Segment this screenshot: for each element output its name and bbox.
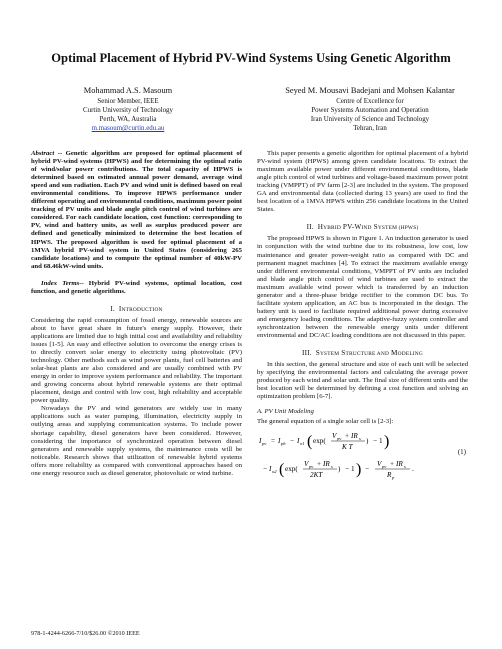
svg-text:V: V: [377, 460, 382, 469]
abstract-lead: Abstract: [31, 150, 55, 157]
solar-cell-equation: [257, 429, 447, 485]
svg-text:pv: pv: [262, 441, 267, 447]
section-rest: YSTEM: [319, 351, 340, 358]
svg-text:exp(: exp(: [285, 465, 298, 474]
paper-title: Optimal Placement of Hybrid PV-Wind Systems Using Genetic Algorithm: [51, 51, 451, 65]
section-initial: S: [315, 349, 320, 358]
svg-text:−: −: [290, 437, 295, 446]
svg-text:I: I: [269, 465, 272, 474]
author-dept-line2: Power Systems Automation and Operation: [311, 106, 429, 114]
svg-text:1: 1: [351, 465, 355, 474]
svg-text:−: −: [345, 465, 350, 474]
author-affiliation: Curtin University of Technology: [83, 106, 173, 114]
index-terms: [31, 280, 242, 296]
svg-text:I: I: [259, 437, 262, 446]
paragraph: The general equation of a single solar cell is [2-3]:: [257, 418, 394, 426]
svg-text:ph: ph: [281, 441, 286, 447]
section-number: II.: [306, 223, 314, 232]
svg-text:−: −: [263, 465, 268, 474]
svg-text:p: p: [392, 475, 395, 481]
author-email-link[interactable]: m.masoum@curtin.edu.au: [91, 125, 165, 133]
svg-text:IR: IR: [396, 460, 403, 469]
svg-text:o2: o2: [272, 469, 277, 475]
section-rest: IND: [361, 225, 372, 232]
left-column: [31, 150, 242, 478]
svg-text:): ): [366, 437, 369, 446]
right-column: [257, 150, 468, 485]
author-location: Perth, WA, Australia: [99, 115, 157, 123]
svg-text:): ): [384, 433, 390, 451]
svg-text:+: +: [390, 460, 395, 469]
svg-text:1: 1: [379, 437, 383, 446]
author-block-left: [28, 86, 228, 133]
abstract-text: -- Genetic algorithm are proposed for optimal placement of hybrid PV-wind systems (HPWS) and for determining the optimal ratio of wind/solar power contributions. The total capacity of HPWS is determined based on estimated annual power demand, average wind speed and sun radiation. Each PV and wind unit is defined based on real environmental conditions. To improve HPWS performance under different operating and environmental conditions, maximum power point tracking of PV units and blade angle pitch control of wind turbines are considered. For each candidate location, cost function: corresponding to PV, wind and battery units, as well as surplus produced power are defined and genetically minimized to determine the best location of HPWS. The proposed algorithm is used for optimal placement of a 1MVA hybrid PV-wind system in United States (considering 265 candidate locations) and to compute the optimal number of 40kW-PV and 68.46kW-wind units.: [31, 150, 242, 270]
section-rest: ODELING: [397, 351, 423, 358]
section-heading-structure: [257, 349, 468, 358]
svg-text:.: .: [412, 465, 414, 474]
svg-text:exp(: exp(: [313, 437, 326, 446]
abstract: [31, 150, 242, 271]
author-name: Mohammad A.S. Masoum: [83, 86, 173, 95]
copyright-footer: 978-1-4244-6266-7/10/$26.00 ©2010 IEEE: [31, 630, 140, 637]
author-dept: Centre of Excellence for: [336, 97, 404, 105]
svg-text:−: −: [373, 437, 378, 446]
section-initial: H: [317, 223, 324, 232]
index-terms-lead: Index Terms: [41, 279, 80, 287]
paragraph: In this section, the general structure and size of each unit will be selected by specifying the environmental factors and calculating the average power produced by each wind and solar unit. The final size of different units and the best location will be determined by defining a cost function and solving an optimization problem [6-7].: [257, 361, 468, 401]
paragraph: This paper presents a genetic algorithm for optimal placement of a hybrid PV-wind system (HPWS) among given candidate locations. To extract the maximum available power under different environmental conditions, blade angle pitch control of wind turbines and voltage-based maximum power point tracking (VMPPT) of PV farm [2-3] are included in the system. The proposed GA and environmental data (collected during 13 years) are used to find the best location of a 1MVA HPWS within 256 candidate locations in the United States.: [257, 150, 468, 214]
author-location: Tehran, Iran: [353, 125, 387, 133]
svg-text:IR: IR: [323, 460, 330, 469]
subsection-heading-pv: A. PV Unit Modeling: [257, 408, 314, 416]
author-names: Seyed M. Mousavi Badejani and Mohsen Kalantar: [285, 86, 455, 95]
index-terms-text: -- Hybrid PV-wind systems, optimal location, cost function, and genetic algorithms.: [31, 279, 242, 295]
svg-text:s: s: [331, 464, 333, 470]
section-rest: YSTEM (HPWS): [377, 225, 419, 232]
svg-text:pv: pv: [337, 436, 342, 442]
svg-text:=: =: [271, 437, 276, 446]
svg-text:V: V: [304, 460, 309, 469]
equation-number: (1): [457, 448, 466, 457]
section-rest: NTRODUCTION: [121, 306, 163, 313]
section-number: I.: [110, 304, 115, 313]
section-heading-hpws: [257, 223, 468, 232]
svg-text:(: (: [307, 433, 313, 451]
paragraph: Nowadays the PV and wind generators are widely use in many applications such as water pumping, illumination, electricity supply in outlying areas and supplying communication systems. To include power shortage capability, diesel generators have been considered. However, considering the importance of synchronized operation between diesel generators and renewable supply systems, the maintenance costs will be noticeable. Research shows that utilization of renewable hybrid systems offers more reliability as compared with conventional approaches based on one energy resource such as diesel generator, photovoltaic or wind turbine.: [31, 405, 242, 477]
section-rest: TRUCTURE AND: [345, 351, 390, 358]
section-heading-introduction: [31, 305, 242, 314]
svg-text:pv: pv: [309, 464, 314, 470]
svg-text:IR: IR: [351, 432, 358, 441]
author-affiliation: Iran University of Science and Technology: [310, 115, 430, 123]
svg-text:pv: pv: [382, 464, 387, 470]
section-initial: M: [391, 349, 398, 358]
svg-text:K T: K T: [342, 443, 353, 452]
svg-text:s: s: [359, 436, 361, 442]
paragraph: Considering the rapid consumption of fossil energy, renewable sources are about to have great share in future's energy supply. However, their applications are limited due to high initial cost and availability and reliability issues [1-5]. An easy and effective solution to overcome the energy crises is to directly convert solar energy to electricity using photovoltaic (PV) technology. Other methods such as wind power plants, fuel cell batteries and solar-heat plants are also considered and are usually combined with PV energy in order to improve system performance and reliability. The important and growing concerns about hybrid renewable systems are their optimal placement, design and control with low cost, high reliability and acceptable power quality.: [31, 316, 242, 405]
svg-text:2KT: 2KT: [310, 471, 323, 480]
svg-text:): ): [356, 461, 362, 479]
svg-text:I: I: [297, 437, 300, 446]
section-initial: S: [341, 349, 346, 358]
svg-text:(: (: [279, 461, 285, 479]
svg-text:o1: o1: [300, 441, 305, 447]
svg-text:−: −: [365, 465, 370, 474]
section-number: III.: [301, 349, 312, 358]
section-initial: I: [118, 304, 122, 313]
section-initial: S: [373, 223, 378, 232]
svg-text:): ): [338, 465, 341, 474]
svg-text:s: s: [404, 464, 406, 470]
equation-block: [257, 429, 468, 485]
svg-text:I: I: [278, 437, 281, 446]
author-role: Senior Member, IEEE: [97, 97, 159, 105]
svg-text:V: V: [332, 432, 337, 441]
svg-text:+: +: [345, 432, 350, 441]
paragraph: The proposed HPWS is shown in Figure 1. An induction generator is used in conjunction with the wind turbine due to its robustness, low cost, low maintenance and greater power-weight ratio as compared with DC and permanent magnet machines [4]. To extract the maximum available energy under different environmental conditions, VMPPT of PV units are included and blade angle pitch control of wind turbines are used to extract the maximum available wind power which is transferred by an induction generator and a three-phase bridge rectifier to the common DC bus. To facilitate system application, an AC bus is incorporated in the design. The battery unit is used to facilitate required additional power during excessive and emergency loading conditions. The adaptive-fuzzy system controller and synchronization between the renewable energy units under different environmental and DC/AC loading conditions are not discussed in this paper.: [257, 235, 468, 339]
svg-text:R: R: [387, 471, 392, 480]
section-rest: YBRID: [323, 225, 341, 232]
author-block-right: [262, 86, 478, 133]
author-section: [0, 86, 502, 146]
section-initial: PV-W: [342, 223, 362, 232]
svg-text:+: +: [317, 460, 322, 469]
